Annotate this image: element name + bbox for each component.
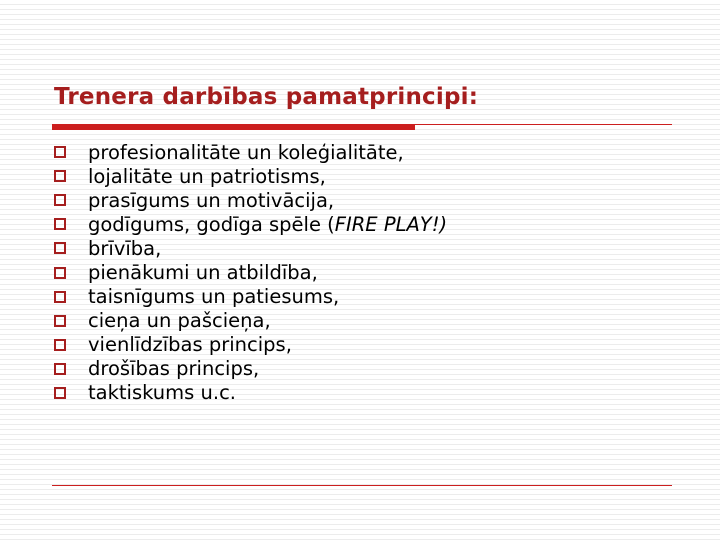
list-item-text: lojalitāte un patriotisms,	[88, 164, 326, 188]
hollow-square-icon	[54, 339, 66, 351]
list-item-text: drošības princips,	[88, 357, 260, 381]
list-item-text: taktiskums u.c.	[88, 381, 236, 405]
hollow-square-icon	[54, 242, 66, 254]
principles-list	[54, 140, 447, 405]
list-item	[54, 188, 447, 212]
list-item-text: cieņa un pašcieņa,	[88, 309, 271, 333]
list-item	[54, 212, 447, 236]
list-item-text: taisnīgums un patiesums,	[88, 285, 340, 309]
list-item	[54, 260, 447, 284]
list-item	[54, 140, 447, 164]
hollow-square-icon	[54, 218, 66, 230]
list-item-text	[88, 213, 447, 236]
hollow-square-icon	[54, 170, 66, 182]
hollow-square-icon	[54, 363, 66, 375]
list-item-text: prasīgums un motivācija,	[88, 188, 335, 212]
hollow-square-icon	[54, 315, 66, 327]
title-underline-thin	[415, 124, 672, 125]
list-item-text: brīvība,	[88, 236, 162, 260]
slide-title: Trenera darbības pamatprincipi:	[54, 84, 479, 110]
list-item	[54, 236, 447, 260]
list-item-text-regular: godīgums, godīga spēle (	[88, 212, 335, 236]
list-item-text: vienlīdzības princips,	[88, 333, 292, 357]
footer-divider	[52, 485, 672, 486]
hollow-square-icon	[54, 267, 66, 279]
list-item	[54, 285, 447, 309]
hollow-square-icon	[54, 291, 66, 303]
hollow-square-icon	[54, 146, 66, 158]
list-item	[54, 333, 447, 357]
hollow-square-icon	[54, 387, 66, 399]
list-item	[54, 164, 447, 188]
list-item	[54, 381, 447, 405]
hollow-square-icon	[54, 194, 66, 206]
title-underline-thick	[52, 124, 415, 130]
list-item-text: pienākumi un atbildība,	[88, 261, 318, 285]
list-item	[54, 357, 447, 381]
fair-play-emphasis: FIRE PLAY!)	[334, 212, 448, 236]
list-item	[54, 309, 447, 333]
list-item-text: profesionalitāte un koleģialitāte,	[88, 140, 404, 164]
